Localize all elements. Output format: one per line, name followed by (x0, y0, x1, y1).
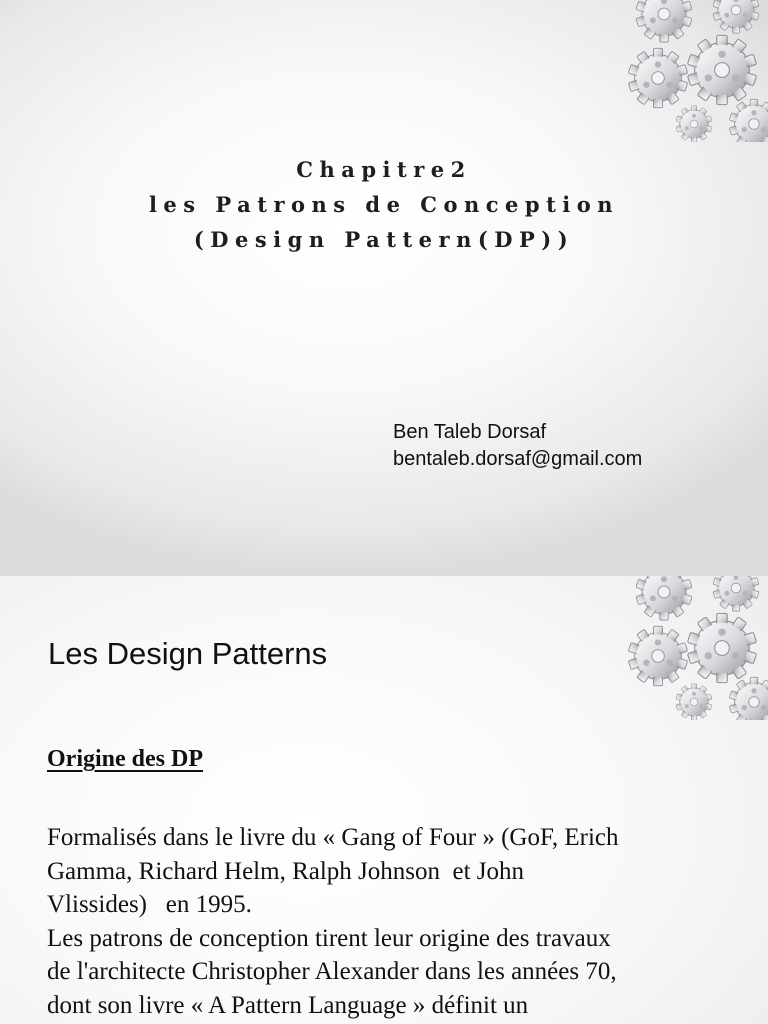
body-line: Les patrons de conception tirent leur origine des travaux (47, 924, 611, 952)
body-line: dont son livre « A Pattern Language » définit un (47, 991, 529, 1019)
author-email: bentaleb.dorsaf@gmail.com (393, 448, 643, 470)
body-line: de l'architecte Christopher Alexander dans les années 70, (47, 958, 617, 985)
section-heading: Origine des DP (47, 746, 203, 772)
body-line: Formalisés dans le livre du « Gang of Four » (GoF, Erich (47, 824, 619, 851)
gears-decoration-icon (624, 0, 768, 142)
body-line: Vlissides) en 1995. (47, 891, 252, 918)
body-line: Gamma, Richard Helm, Ralph Johnson et John (47, 857, 525, 885)
content-slide (0, 576, 768, 1024)
author-name: Ben Taleb Dorsaf (393, 421, 547, 443)
chapter-title-line-2: les Patrons de Conception (148, 192, 620, 217)
chapter-title-line-1: Chapitre2 (296, 157, 472, 182)
chapter-title-line-3: (Design Pattern(DP)) (193, 227, 575, 252)
gears-decoration-icon (624, 576, 768, 720)
slide-title: Les Design Patterns (48, 636, 328, 671)
chapter-title (0, 152, 768, 257)
author-info (393, 419, 642, 473)
body-paragraph (47, 821, 747, 1022)
